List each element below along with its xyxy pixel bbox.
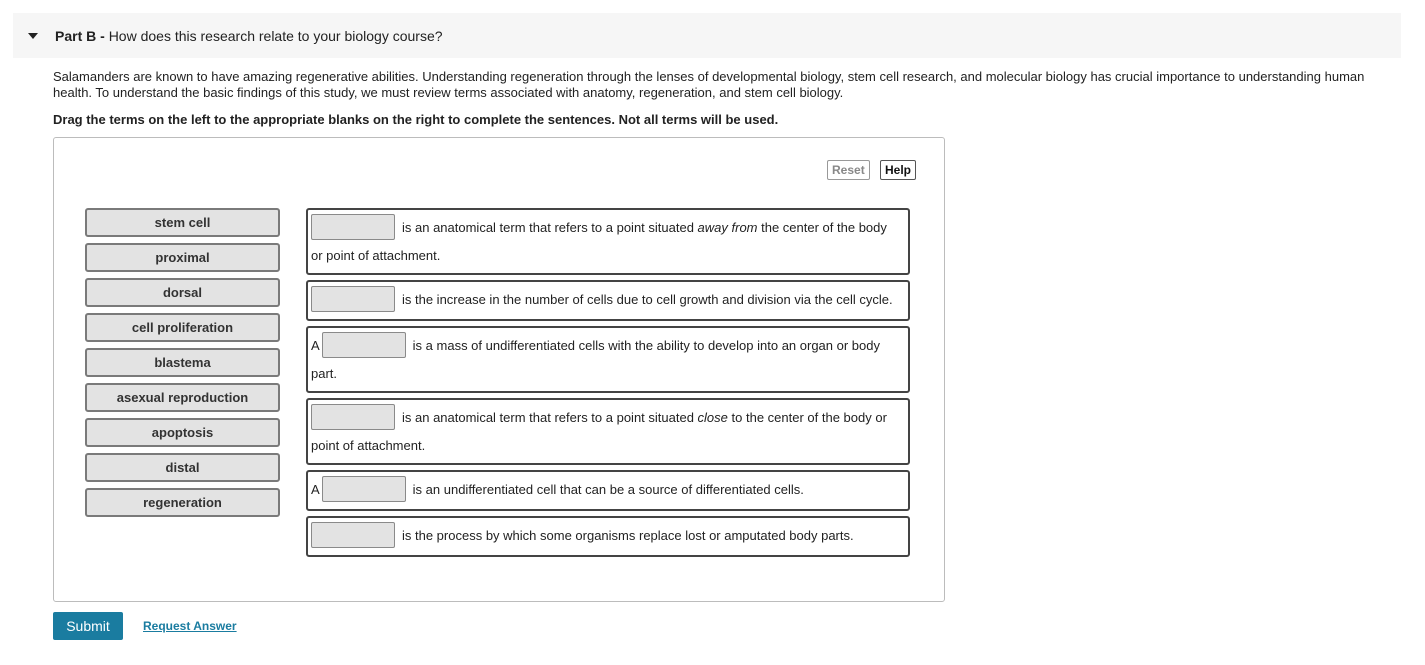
sentence-1-text-before: is an anatomical term that refers to a point situated: [402, 219, 698, 235]
sentence-3-text: is a mass of undifferentiated cells with the ability to develop into an organ or body: [412, 337, 880, 353]
submit-button[interactable]: Submit: [53, 612, 123, 640]
part-question: How does this research relate to your biology course?: [108, 27, 443, 44]
collapse-caret-icon[interactable]: [28, 33, 38, 39]
term-distal[interactable]: distal: [85, 453, 280, 482]
instruction-text: Drag the terms on the left to the appropriate blanks on the right to complete the sentences. Not all terms will be used.: [53, 112, 779, 127]
sentence-4-text-after: to the center of the body or: [727, 409, 887, 425]
sentence-6-text: is the process by which some organisms replace lost or amputated body parts.: [402, 527, 854, 543]
part-label: Part B -: [55, 27, 105, 44]
sentence-5: [306, 470, 910, 511]
term-apoptosis[interactable]: apoptosis: [85, 418, 280, 447]
sentence-3-line2: part.: [311, 366, 338, 381]
drop-blank-4[interactable]: [311, 404, 395, 430]
sentence-5-lead: A: [311, 481, 320, 497]
sentence-4-text-before: is an anatomical term that refers to a point situated: [402, 409, 698, 425]
part-header[interactable]: [13, 13, 1401, 58]
sentence-4-line2: point of attachment.: [311, 438, 426, 453]
drop-blank-1[interactable]: [311, 214, 395, 240]
sentence-3: [306, 326, 910, 393]
sentence-5-text: is an undifferentiated cell that can be a source of differentiated cells.: [412, 481, 804, 497]
drop-blank-5[interactable]: [322, 476, 406, 502]
drop-blank-3[interactable]: [322, 332, 406, 358]
sentence-2: [306, 280, 910, 321]
sentence-6: [306, 516, 910, 557]
term-asexual-reproduction[interactable]: asexual reproduction: [85, 383, 280, 412]
reset-button[interactable]: Reset: [827, 160, 870, 180]
term-cell-proliferation[interactable]: cell proliferation: [85, 313, 280, 342]
request-answer-link[interactable]: Request Answer: [143, 619, 237, 633]
part-title: [55, 28, 443, 44]
sentence-1-emphasis: away from: [697, 219, 758, 235]
term-proximal[interactable]: proximal: [85, 243, 280, 272]
term-dorsal[interactable]: dorsal: [85, 278, 280, 307]
sentence-3-lead: A: [311, 337, 320, 353]
drop-blank-2[interactable]: [311, 286, 395, 312]
drop-blank-6[interactable]: [311, 522, 395, 548]
sentence-1: [306, 208, 910, 275]
term-blastema[interactable]: blastema: [85, 348, 280, 377]
help-button[interactable]: Help: [880, 160, 916, 180]
sentence-2-text: is the increase in the number of cells due to cell growth and division via the cell cycle.: [402, 291, 893, 307]
term-regeneration[interactable]: regeneration: [85, 488, 280, 517]
sentence-4: [306, 398, 910, 465]
intro-text: Salamanders are known to have amazing regenerative abilities. Understanding regeneration through the lenses of developmental biology, stem cell research, and molecular biology has crucial importance to understanding human health. To understand the basic findings of this study, we must review terms associated with anatomy, regeneration, and stem cell biology.: [53, 69, 1365, 100]
drag-drop-panel: [53, 137, 945, 602]
sentence-1-text-after: the center of the body: [757, 219, 887, 235]
sentence-1-line2: or point of attachment.: [311, 248, 441, 263]
sentence-4-emphasis: close: [697, 409, 728, 425]
term-stem-cell[interactable]: stem cell: [85, 208, 280, 237]
